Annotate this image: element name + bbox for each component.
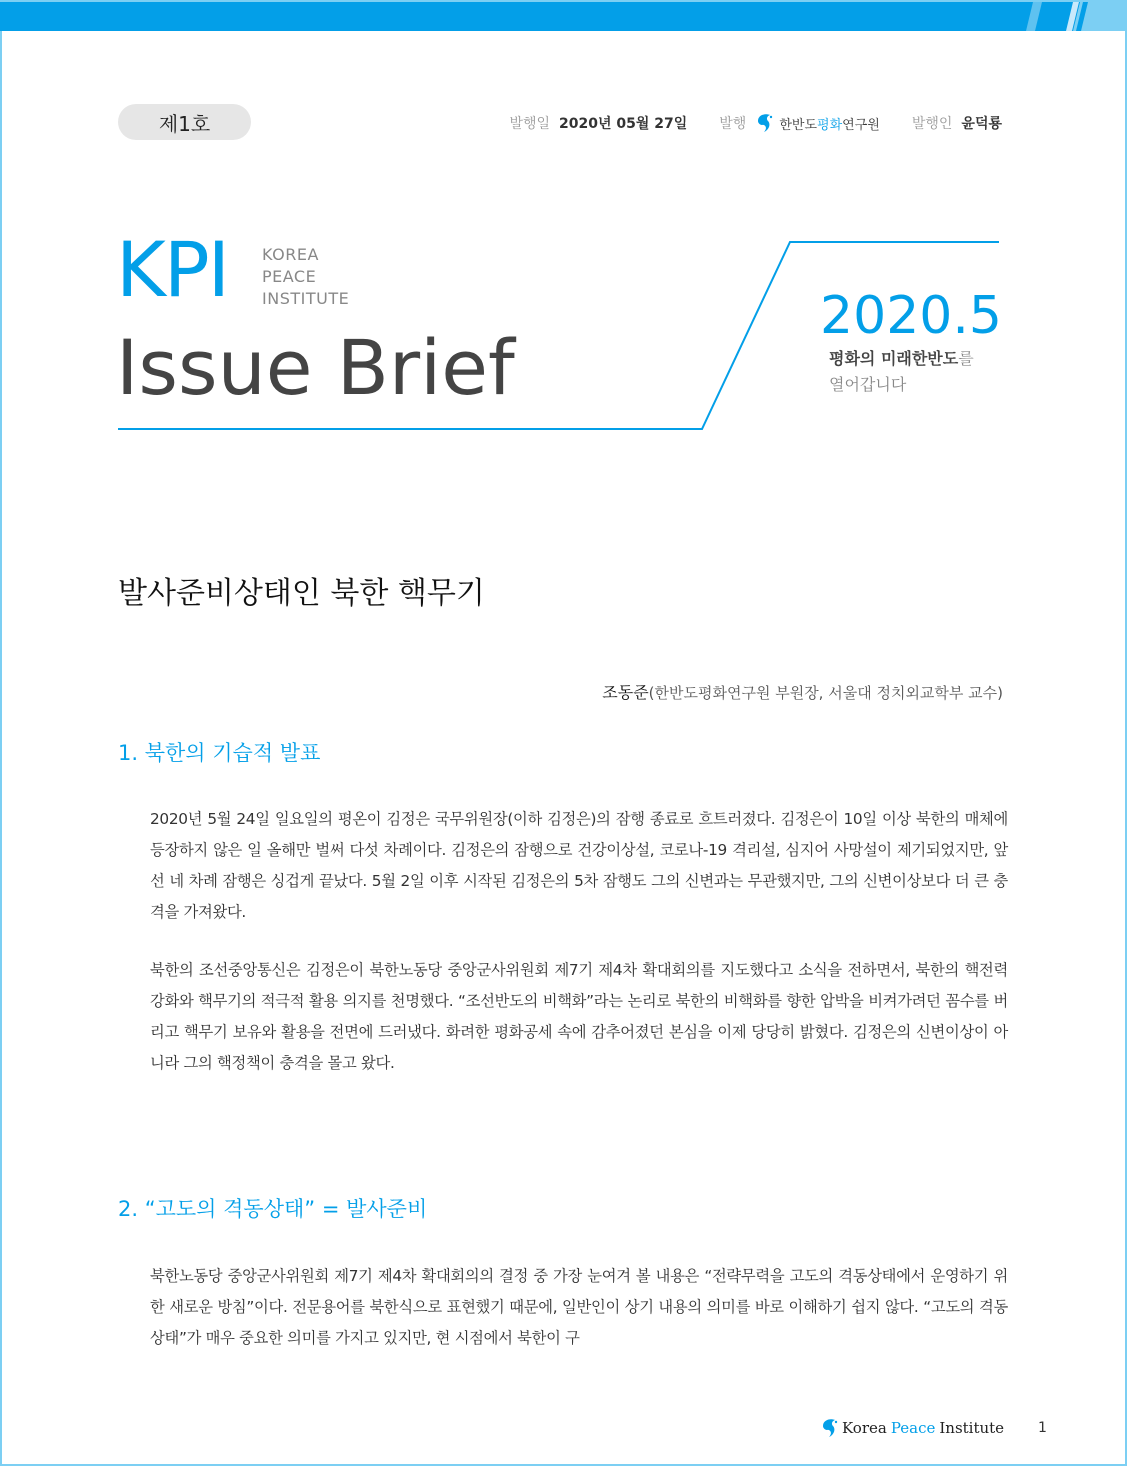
page-number: 1 — [1038, 1420, 1047, 1436]
paragraph: 북한노동당 중앙군사위원회 제7기 제4차 확대회의의 결정 중 가장 눈여겨 볼 내용은 “전략무력을 고도의 격동상태에서 운영하기 위한 새로운 방침”이다. 전문용어를 북한식으로 표현했기 때문에, 일반인이 상기 내용의 의미를 바로 이해하기 쉽지 않다. “고도의 격동상태”가 매우 중요한 의미를 가지고 있지만, 현 시점에서 북한이 구 — [150, 1267, 1008, 1347]
kpi-logo: KPI — [116, 225, 229, 314]
author-affiliation: (한반도평화연구원 부원장, 서울대 정치외교학부 교수) — [648, 684, 1003, 702]
slogan: 평화의 미래한반도를 열어갑니다 — [829, 349, 974, 394]
dove-swirl-icon — [820, 1417, 842, 1439]
edition-date: 2020.5 — [820, 286, 1002, 346]
section-heading-1: 1. 북한의 기습적 발표 — [118, 741, 321, 765]
section-heading-2: 2. “고도의 격동상태” = 발사준비 — [118, 1197, 428, 1221]
article-title: 발사준비상태인 북한 핵무기 — [118, 576, 485, 611]
paragraph: 2020년 5월 24일 일요일의 평온이 김정은 국무위원장(이하 김정은)의 잠행 종료로 흐트러졌다. 김정은이 10일 이상 북한의 매체에 등장하지 않은 일 올해만 벌써 다섯 차례이다. 김정은의 잠행으로 건강이상설, 코로나-19 격리설, 심지어 사망설이 제기되었지만, 앞선 네 차례 잠행은 싱겁게 끝났다. 5월 2일 이후 시작된 김정은의 5차 잠행도 그의 신변과는 무관했지만, 그의 신변이상보다 더 큰 충격을 가져왔다. — [150, 810, 1008, 921]
kpi-subtitle: KOREA PEACE INSTITUTE — [262, 245, 350, 308]
paragraph: 북한의 조선중앙통신은 김정은이 북한노동당 중앙군사위원회 제7기 제4차 확대회의를 지도했다고 소식을 전하면서, 북한의 핵전력 강화와 핵무기의 적극적 활용 의지를 천명했다. “조선반도의 비핵화”라는 논리로 북한의 비핵화를 향한 압박을 비켜가려던 꼼수를 버리고 핵무기 보유와 활용을 전면에 드러냈다. 화려한 평화공세 속에 감추어졌던 본심을 이제 당당히 밝혔다. 김정은의 신변이상이 아니라 그의 핵정책이 충격을 몰고 왔다. — [150, 961, 1008, 1072]
issuer-label: 발행인 — [911, 116, 953, 132]
pub-date-value: 2020년 05월 27일 — [559, 116, 688, 132]
series-title: Issue Brief — [116, 323, 515, 412]
issuer-value: 윤덕룡 — [961, 116, 1002, 132]
footer-logo: Korea Peace Institute — [820, 1417, 1004, 1439]
author-name: 조동준 — [602, 683, 649, 702]
author-byline — [602, 680, 1003, 703]
issue-number-badge: 제1호 — [118, 104, 251, 140]
publisher-label: 발행 — [719, 116, 747, 132]
pub-date-label: 발행일 — [509, 116, 551, 132]
publisher-name: 한반도평화연구원 — [779, 117, 880, 133]
